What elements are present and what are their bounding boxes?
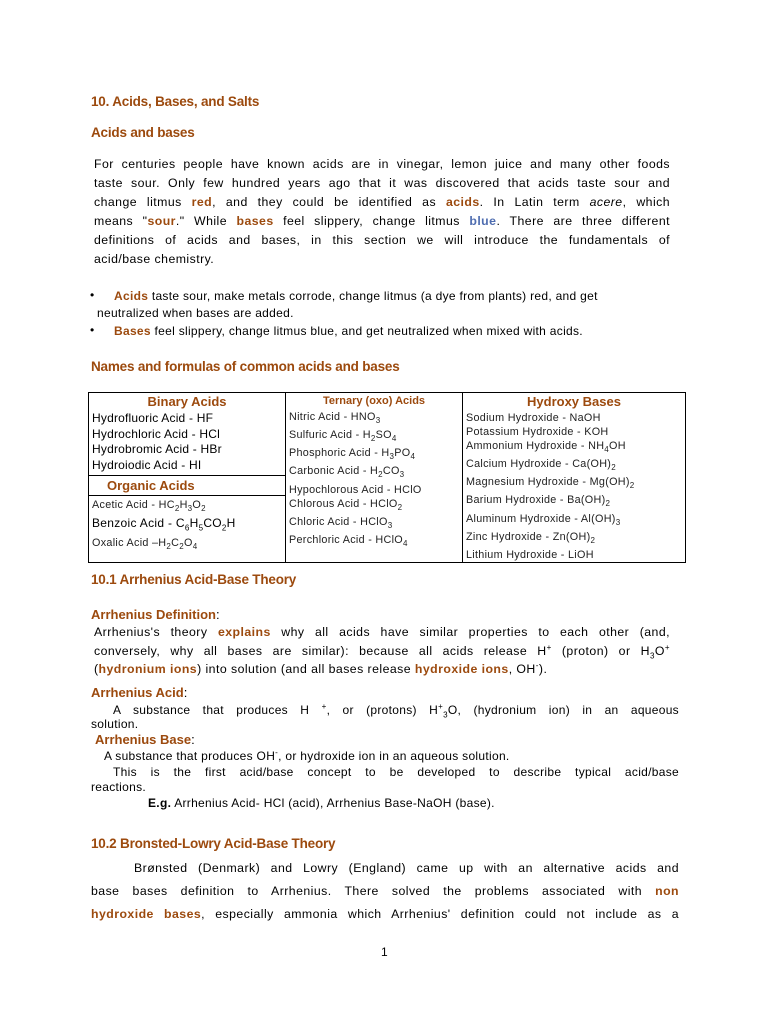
page-number: 1 <box>381 945 388 959</box>
intro-line-6: acid/base chemistry. <box>94 252 215 266</box>
acids-bases-table <box>88 392 686 563</box>
bronsted-line-1: Brønsted (Denmark) and Lowry (England) came up with an alternative acids and <box>134 861 679 875</box>
arrhenius-def-line-2: conversely, why all bases are similar): because all acids release H+ (proton) or $H_3O^+$ <box>94 643 670 661</box>
names-heading: Names and formulas of common acids and bases <box>91 359 400 374</box>
intro-line-2: taste sour. Only few hundred years ago that it was discovered that acids taste sour and <box>94 176 670 190</box>
ternary-col <box>286 393 463 563</box>
hydroxy-col <box>463 393 686 563</box>
bullet-acids: Acids taste sour, make metals corrode, change litmus (a dye from plants) red, and get <box>114 289 598 303</box>
arrhenius-title: 10.1 Arrhenius Acid-Base Theory <box>91 572 297 587</box>
binary-list: Hydrofluoric Acid - HF Hydrochloric Acid - HCl Hydrobromic Acid - HBr Hydroiodic Acid - HI <box>92 411 222 472</box>
binary-head: Binary Acids <box>147 394 227 409</box>
arrhenius-def-label: Arrhenius Definition: <box>91 607 220 622</box>
section-heading-acids-bases: Acids and bases <box>91 125 195 140</box>
arrhenius-def-line-3: (hydronium ions) into solution (and all bases release hydroxide ions, OH-). <box>94 661 548 677</box>
arrhenius-base-line: A substance that produces OH-, or hydroxide ion in an aqueous solution. <box>104 748 510 763</box>
arrhenius-base-label: Arrhenius Base: <box>95 732 195 747</box>
intro-line-5: definitions of acids and bases, in this section we will introduce the fundamentals of <box>94 233 670 247</box>
bullet-dot: • <box>90 323 95 337</box>
arrhenius-acid-label: Arrhenius Acid: <box>91 685 188 700</box>
arrhenius-base-line-2: This is the first acid/base concept to be developed to describe typical acid/base <box>113 765 679 779</box>
bronsted-title: 10.2 Bronsted-Lowry Acid-Base Theory <box>91 836 336 851</box>
ternary-head: Ternary (oxo) Acids <box>322 395 426 407</box>
bullet-bases: Bases feel slippery, change litmus blue, and get neutralized when mixed with acids. <box>114 324 583 338</box>
bullet-dot: • <box>90 288 95 302</box>
hydroxy-head: Hydroxy Bases <box>527 394 621 409</box>
arrhenius-base-line-3: reactions. <box>91 780 147 794</box>
intro-line-3: change litmus red, and they could be identified as acids. In Latin term acere, which <box>94 195 671 209</box>
bronsted-line-2: base bases definition to Arrhenius. There solved the problems associated with non <box>91 884 679 898</box>
intro-line-1: For centuries people have known acids are in vinegar, lemon juice and many other foods <box>94 157 670 171</box>
organic-list: Acetic Acid - $HC_2H_3O_2$ Benzoic Acid - $C_6H_5CO_2H$ Oxalic Acid $-H_2C_2O_4$ <box>92 499 236 551</box>
arrhenius-acid-line-2: solution. <box>91 717 139 731</box>
example-line: E.g. Arrhenius Acid- HCl (acid), Arrhenius Base-NaOH (base). <box>148 796 495 810</box>
arrhenius-def-line-1: Arrhenius's theory explains why all acids have similar properties to each other (and, <box>94 625 670 639</box>
arrhenius-acid-line-1: A substance that produces H +, or (protons) $H^+_3O$, (hydronium ion) in an aqueous <box>113 702 679 720</box>
organic-head: Organic Acids <box>89 475 285 496</box>
bullet-acids-cont: neutralized when bases are added. <box>97 306 294 320</box>
chapter-title: 10. Acids, Bases, and Salts <box>91 94 260 109</box>
intro-line-4: means "sour." While bases feel slippery, change litmus blue. There are three different <box>94 214 670 228</box>
ternary-list: Nitric Acid - $HNO_3$ Sulfuric Acid - $H_2SO_4$ Phosphoric Acid - $H_3PO_4$ Carbonic Acid - $H_2CO_3$ Hypochlorous Acid - HClO Chlorous Acid - HClO$_2$ Chloric Acid - HClO$_3$ Perchloric Acid - HClO$_4$ <box>289 411 422 549</box>
bronsted-line-3: hydroxide bases, especially ammonia which Arrhenius' definition could not include as a <box>91 907 679 921</box>
hydroxy-list: Sodium Hydroxide - NaOH Potassium Hydroxide - KOH Ammonium Hydroxide - $NH_4OH$ Calcium Hydroxide - $Ca(OH)_2$ Magnesium Hydroxide - $Mg(OH)_2$ Barium Hydroxide - $Ba(OH)_2$ Aluminum Hydroxide - $Al(OH)_3$ Zinc Hydroxide - $Zn(OH)_2$ Lithium Hydroxide - LiOH <box>466 412 635 561</box>
binary-col <box>89 393 286 563</box>
